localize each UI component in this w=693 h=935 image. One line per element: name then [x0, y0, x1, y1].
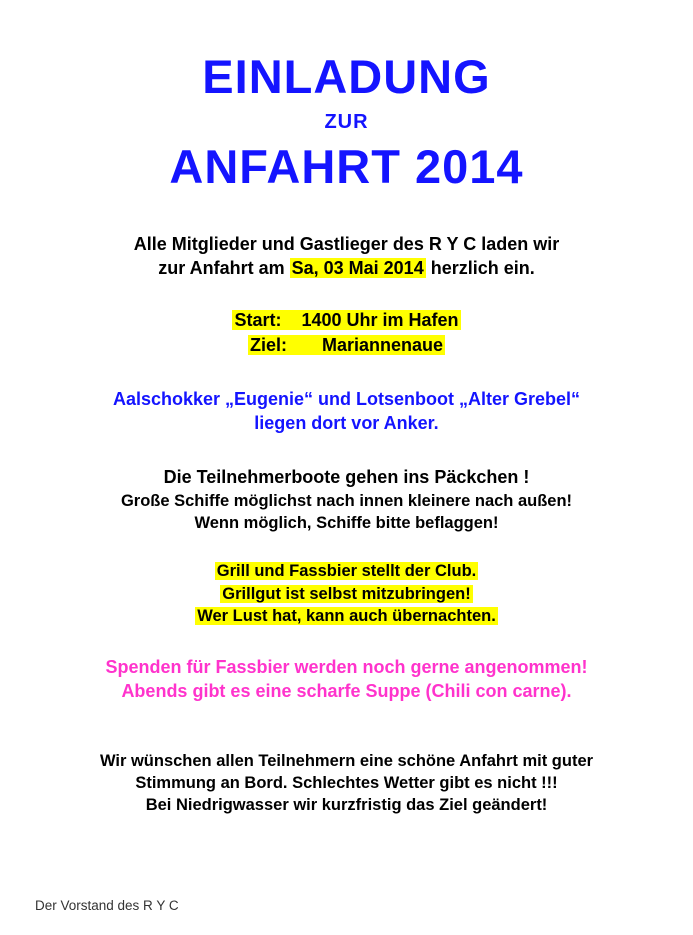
page-title: EINLADUNG [202, 50, 491, 103]
instructions-block [20, 465, 673, 534]
invitation-document [0, 52, 693, 935]
club-offer-text-1: Grill und Fassbier stellt der Club. [216, 562, 477, 581]
club-offer-line-1 [20, 560, 673, 582]
closing-line-1: Wir wünschen allen Teilnehmern eine schöne Anfahrt mit guter [99, 751, 594, 770]
start-text: Start: 1400 Uhr im Hafen [234, 310, 459, 331]
intro-line-2-pre: zur Anfahrt am [158, 257, 290, 278]
event-date-highlight: Sa, 03 Mai 2014 [291, 257, 424, 278]
instructions-line-2: Große Schiffe möglichst nach innen kleinere nach außen! [120, 491, 573, 510]
ziel-line [20, 333, 673, 357]
boats-line-1: Aalschokker „Eugenie“ und Lotsenboot „Alter Grebel“ [112, 388, 581, 409]
club-offer-line-2 [20, 583, 673, 605]
club-offer-text-2: Grillgut ist selbst mitzubringen! [222, 584, 471, 603]
intro-line-2-post: herzlich ein. [425, 257, 535, 278]
closing-line-3: Bei Niedrigwasser wir kurzfristig das Ziel geändert! [145, 796, 548, 815]
instructions-line-1: Die Teilnehmerboote gehen ins Päckchen ! [163, 467, 530, 488]
club-offer-text-3: Wer Lust hat, kann auch übernachten. [197, 606, 496, 625]
signature-footer: Der Vorstand des R Y C [35, 898, 179, 913]
closing-block [20, 750, 673, 817]
club-offer-block [20, 560, 673, 627]
details-block [20, 308, 673, 357]
intro-line-1: Alle Mitglieder und Gastlieger des R Y C laden wir [133, 233, 560, 254]
donations-line-1: Spenden für Fassbier werden noch gerne angenommen! [105, 657, 588, 678]
donations-block [20, 655, 673, 704]
intro-block [20, 232, 673, 281]
boats-block [20, 387, 673, 436]
donations-line-2: Abends gibt es eine scharfe Suppe (Chili con carne). [121, 681, 572, 702]
closing-line-2: Stimmung an Bord. Schlechtes Wetter gibt es nicht !!! [135, 773, 558, 792]
ziel-text: Ziel: Mariannenaue [249, 334, 444, 355]
boats-line-2: liegen dort vor Anker. [254, 413, 439, 434]
page-title-secondary: ANFAHRT 2014 [169, 140, 524, 194]
instructions-line-3: Wenn möglich, Schiffe bitte beflaggen! [194, 514, 499, 533]
start-line [20, 308, 673, 332]
page-subtitle: ZUR [324, 111, 369, 134]
club-offer-line-3 [20, 605, 673, 627]
intro-line-2 [20, 256, 673, 280]
